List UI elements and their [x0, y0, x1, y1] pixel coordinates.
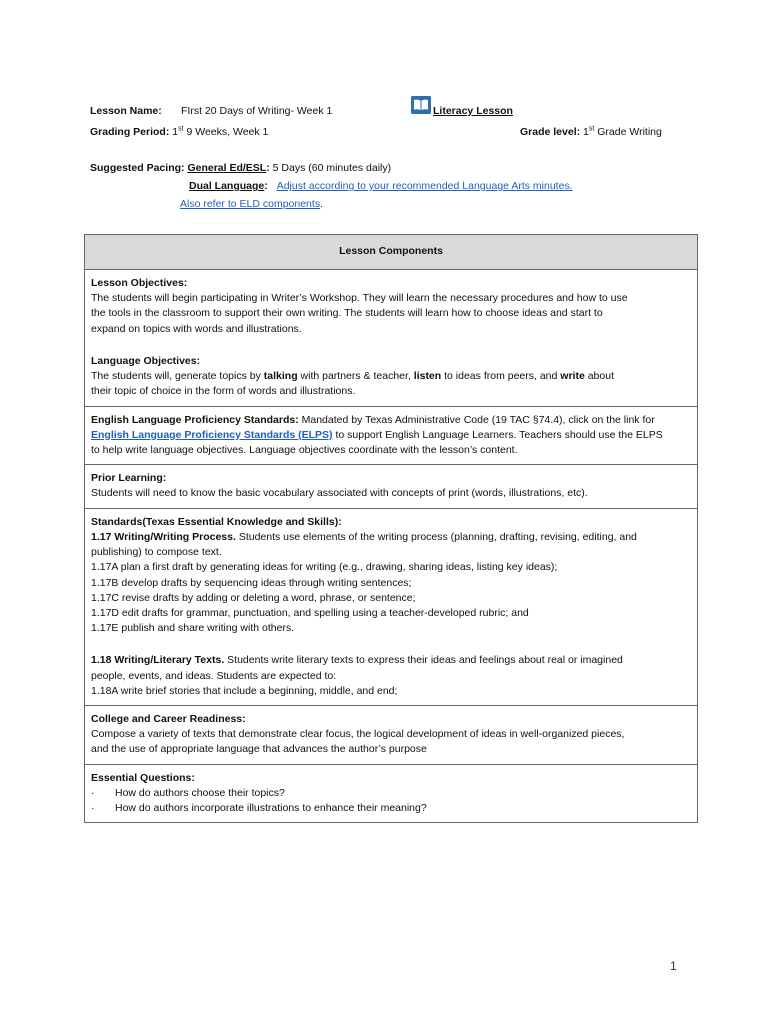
lesson-name-row: [90, 104, 162, 119]
standard-118-text: Students write literary texts to express their ideas and feelings about real or imagined: [224, 654, 623, 667]
grading-period-label: Grading Period:: [90, 126, 170, 138]
lesson-objectives-line: expand on topics with words and illustrations.: [91, 322, 302, 335]
standard-118-label: 1.18 Writing/Literary Texts.: [91, 654, 225, 667]
essential-questions-label: Essential Questions:: [91, 771, 195, 784]
standard-118-line: people, events, and ideas. Students are expected to:: [91, 669, 337, 682]
lesson-components-header: Lesson Components: [85, 235, 697, 269]
elps-line: [91, 413, 691, 428]
grading-period-rest: 9 Weeks, Week 1: [183, 126, 269, 138]
dual-language-link[interactable]: Adjust according to your recommended Language Arts minutes.: [276, 180, 573, 192]
elps-line: to help write language objectives. Language objectives coordinate with the lesson’s content.: [91, 443, 518, 456]
grading-period-row: [90, 125, 268, 140]
bullet-icon: ·: [91, 786, 95, 799]
lesson-objectives-line: The students will begin participating in Writer’s Workshop. They will learn the necessary procedures and how to use: [91, 292, 628, 305]
prior-learning-line: Students will need to know the basic vocabulary associated with concepts of print (words, illustrations, etc).: [91, 487, 588, 500]
standards-label: Standards(Texas Essential Knowledge and Skills):: [91, 515, 342, 528]
grade-level-sup: st: [588, 125, 595, 133]
standard-item: 1.17D edit drafts for grammar, punctuation, and spelling using a teacher-developed rubric; and: [91, 606, 529, 619]
essential-question-text: How do authors choose their topics?: [115, 786, 285, 799]
book-icon[interactable]: [411, 96, 431, 114]
dual-language-row: [189, 179, 573, 194]
dual-language-label: Dual Language: [189, 180, 265, 192]
elps-text: Mandated by Texas Administrative Code (19 TAC §74.4), click on the link for: [298, 413, 655, 426]
standard-item: 1.17E publish and share writing with others.: [91, 622, 295, 635]
eld-row: [180, 197, 323, 212]
lesson-name-value: [181, 104, 332, 119]
lang-text: about: [584, 370, 614, 383]
bullet-icon: ·: [91, 802, 95, 815]
objectives-cell: [85, 269, 697, 406]
grading-period-num: 1: [172, 126, 179, 138]
essential-question-item: [91, 786, 691, 801]
elps-cell: [85, 406, 697, 465]
elps-label: English Language Proficiency Standards:: [91, 413, 299, 426]
lesson-objectives-line: the tools in the classroom to support their own writing. The students will learn how to choose ideas and start to: [91, 307, 603, 320]
general-ed-colon: :: [266, 162, 270, 174]
lesson-components-table: [84, 234, 698, 823]
literacy-lesson-row[interactable]: [433, 104, 513, 119]
grade-level-rest: Grade Writing: [594, 126, 662, 138]
dual-language-colon: :: [264, 180, 268, 192]
language-objectives-line: their topic of choice in the form of words and illustrations.: [91, 385, 356, 398]
college-career-cell: [85, 705, 697, 764]
standard-117-text: Students use elements of the writing process (planning, drafting, revising, editing, and: [235, 530, 637, 543]
standard-117-line: [91, 530, 691, 545]
elps-link[interactable]: English Language Proficiency Standards (ELPS): [91, 428, 333, 441]
elps-text: to support English Language Learners. Teachers should use the ELPS: [332, 428, 663, 441]
standard-118-line: [91, 653, 691, 668]
language-objectives-line: [91, 369, 691, 384]
elps-line: [91, 428, 691, 443]
lesson-objectives-label: Lesson Objectives:: [91, 277, 188, 289]
general-ed-label: General Ed/ESL: [187, 162, 267, 174]
standard-item: 1.17B develop drafts by sequencing ideas through writing sentences;: [91, 576, 412, 589]
college-career-line: and the use of appropriate language that advances the author’s purpose: [91, 743, 427, 756]
literacy-lesson-link[interactable]: Literacy Lesson: [433, 105, 513, 117]
standard-item: 1.18A write brief stories that include a beginning, middle, and end;: [91, 684, 398, 697]
lang-text: The students will, generate topics by: [91, 370, 264, 383]
eld-period: .: [320, 198, 323, 210]
standard-item: 1.17C revise drafts by adding or deleting a word, phrase, or sentence;: [91, 591, 416, 604]
lang-text: to ideas from peers, and: [441, 370, 561, 383]
grade-level-label: Grade level:: [520, 126, 581, 138]
eld-components-link[interactable]: Also refer to ELD components: [180, 198, 321, 210]
lang-listen: listen: [413, 370, 442, 383]
college-career-label: College and Career Readiness:: [91, 713, 246, 726]
standard-117-line: publishing) to compose text.: [91, 546, 222, 559]
pacing-row: [90, 161, 391, 176]
prior-learning-cell: [85, 464, 697, 507]
general-ed-value: 5 Days (60 minutes daily): [272, 162, 392, 174]
grade-level-num: 1: [583, 126, 589, 138]
standard-item: 1.17A plan a first draft by generating ideas for writing (e.g., drawing, sharing ideas, listing key ideas);: [91, 561, 558, 574]
page-number: 1: [670, 959, 677, 973]
essential-question-item: [91, 801, 691, 816]
grading-period-sup: st: [178, 125, 184, 133]
grade-level-row: [520, 125, 662, 140]
essential-question-text: How do authors incorporate illustrations to enhance their meaning?: [115, 802, 427, 815]
lang-text: with partners & teacher,: [297, 370, 414, 383]
prior-learning-label: Prior Learning:: [91, 472, 167, 485]
pacing-label: Suggested Pacing:: [90, 162, 185, 174]
lang-talking: talking: [263, 370, 298, 383]
lesson-name-label: Lesson Name:: [90, 105, 162, 117]
lang-write: write: [560, 370, 585, 383]
language-objectives-label: Language Objectives:: [91, 354, 201, 367]
standards-cell: [85, 508, 697, 705]
college-career-line: Compose a variety of texts that demonstrate clear focus, the logical development of ideas in well-organized pieces,: [91, 728, 625, 741]
essential-questions-cell: [85, 764, 697, 823]
lesson-name-text: FIrst 20 Days of Writing- Week 1: [181, 105, 333, 117]
standard-117-label: 1.17 Writing/Writing Process.: [91, 530, 236, 543]
